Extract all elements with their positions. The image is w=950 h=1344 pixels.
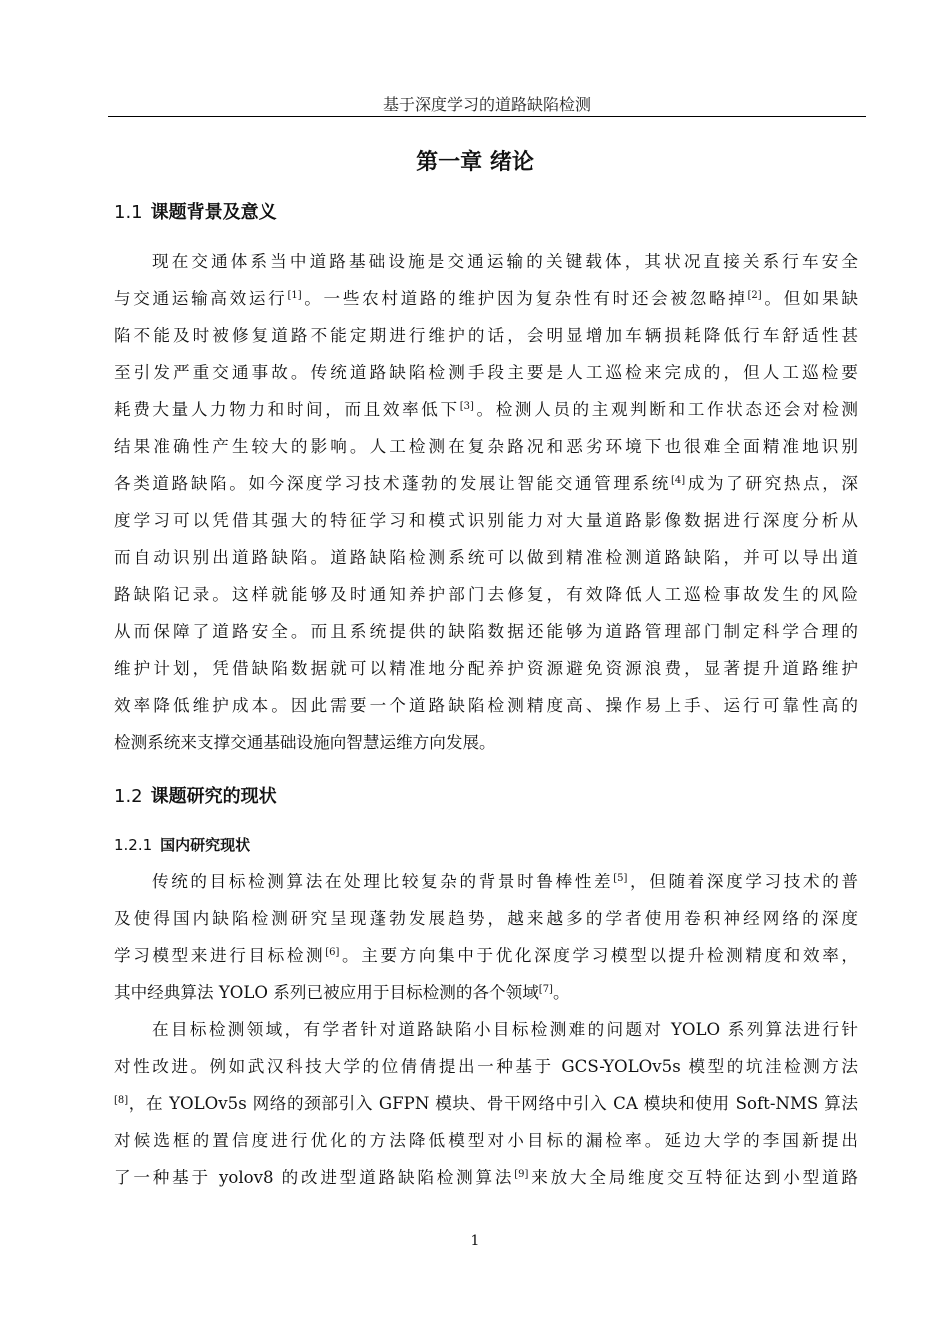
section-heading-1-1	[114, 199, 277, 227]
para1-line-4: 至引发严重交通事故。传统道路缺陷检测手段主要是人工巡检来完成的，但人工巡检要	[114, 363, 858, 382]
subsection-heading-1-2-1	[114, 832, 250, 858]
para3-line-1: 在目标检测领域，有学者针对道路缺陷小目标检测难的问题对 YOLO 系列算法进行针	[152, 1020, 858, 1039]
citation: [3]	[459, 401, 474, 412]
para1-line-14: 检测系统来支撑交通基础设施向智慧运维方向发展。	[114, 733, 496, 752]
citation: [2]	[747, 290, 762, 301]
section-heading-1-2	[114, 783, 277, 811]
subsection-number: 1.2.1	[114, 836, 153, 854]
para1-line-2: 与交通运输高效运行[1]。一些农村道路的维护因为复杂性有时还会被忽略掉[2]。但如果缺	[114, 289, 859, 308]
section-title: 课题研究的现状	[150, 786, 277, 807]
para3-line-3: [8]，在 YOLOv5s 网络的颈部引入 GFPN 模块、骨干网络中引入 CA 模块和使用 Soft-NMS 算法	[114, 1094, 858, 1113]
citation: [6]	[325, 947, 340, 958]
chapter-title: 第一章 绪论	[416, 150, 534, 175]
para1-line-5: 耗费大量人力物力和时间，而且效率低下[3]。检测人员的主观判断和工作状态还会对检测	[114, 400, 859, 419]
citation: [9]	[514, 1169, 529, 1180]
para1-line-10: 路缺陷记录。这样就能够及时通知养护部门去修复，有效降低人工巡检事故发生的风险	[114, 585, 858, 604]
para3-line-2: 对性改进。例如武汉科技大学的位倩倩提出一种基于 GCS-YOLOv5s 模型的坑洼检测方法	[114, 1057, 858, 1076]
para1-line-3: 陷不能及时被修复道路不能定期进行维护的话，会明显增加车辆损耗降低行车舒适性甚	[114, 326, 858, 345]
header-rule	[108, 116, 866, 117]
section-title: 课题背景及意义	[150, 202, 277, 223]
para1-line-12: 维护计划，凭借缺陷数据就可以精准地分配养护资源避免资源浪费，显著提升道路维护	[114, 659, 858, 678]
citation: [4]	[670, 475, 686, 486]
citation: [7]	[538, 984, 553, 995]
citation: [5]	[613, 873, 628, 884]
para1-line-8: 度学习可以凭借其强大的特征学习和模式识别能力对大量道路影像数据进行深度分析从	[114, 511, 858, 530]
subsection-title: 国内研究现状	[160, 836, 251, 854]
para1-line-13: 效率降低维护成本。因此需要一个道路缺陷检测精度高、操作易上手、运行可靠性高的	[114, 696, 858, 715]
para1-line-11: 从而保障了道路安全。而且系统提供的缺陷数据还能够为道路管理部门制定科学合理的	[114, 622, 858, 641]
page-number: 1	[470, 1233, 480, 1249]
para2-line-2: 及使得国内缺陷检测研究呈现蓬勃发展趋势，越来越多的学者使用卷积神经网络的深度	[114, 909, 858, 928]
section-number: 1.2	[114, 786, 143, 807]
para1-line-7: 各类道路缺陷。如今深度学习技术蓬勃的发展让智能交通管理系统[4]成为了研究热点，深	[114, 474, 859, 493]
running-header: 基于深度学习的道路缺陷检测	[382, 95, 591, 114]
citation: [1]	[287, 290, 302, 301]
citation: [8]	[114, 1095, 129, 1106]
para2-line-3: 学习模型来进行目标检测[6]。主要方向集中于优化深度学习模型以提升检测精度和效率，	[114, 946, 858, 965]
para1-line-6: 结果准确性产生较大的影响。人工检测在复杂路况和恶劣环境下也很难全面精准地识别	[114, 437, 858, 456]
para2-line-1: 传统的目标检测算法在处理比较复杂的背景时鲁棒性差[5]，但随着深度学习技术的普	[152, 872, 858, 891]
section-number: 1.1	[114, 202, 143, 223]
para1-line-1: 现在交通体系当中道路基础设施是交通运输的关键载体，其状况直接关系行车安全	[152, 252, 858, 271]
para1-line-9: 而自动识别出道路缺陷。道路缺陷检测系统可以做到精准检测道路缺陷，并可以导出道	[114, 548, 858, 567]
para2-line-4: 其中经典算法 YOLO 系列已被应用于目标检测的各个领域[7]。	[114, 983, 570, 1002]
para3-line-5: 了一种基于 yolov8 的改进型道路缺陷检测算法[9]来放大全局维度交互特征达到小型道路	[114, 1168, 858, 1187]
para3-line-4: 对候选框的置信度进行优化的方法降低模型对小目标的漏检率。延边大学的李国新提出	[114, 1131, 858, 1150]
